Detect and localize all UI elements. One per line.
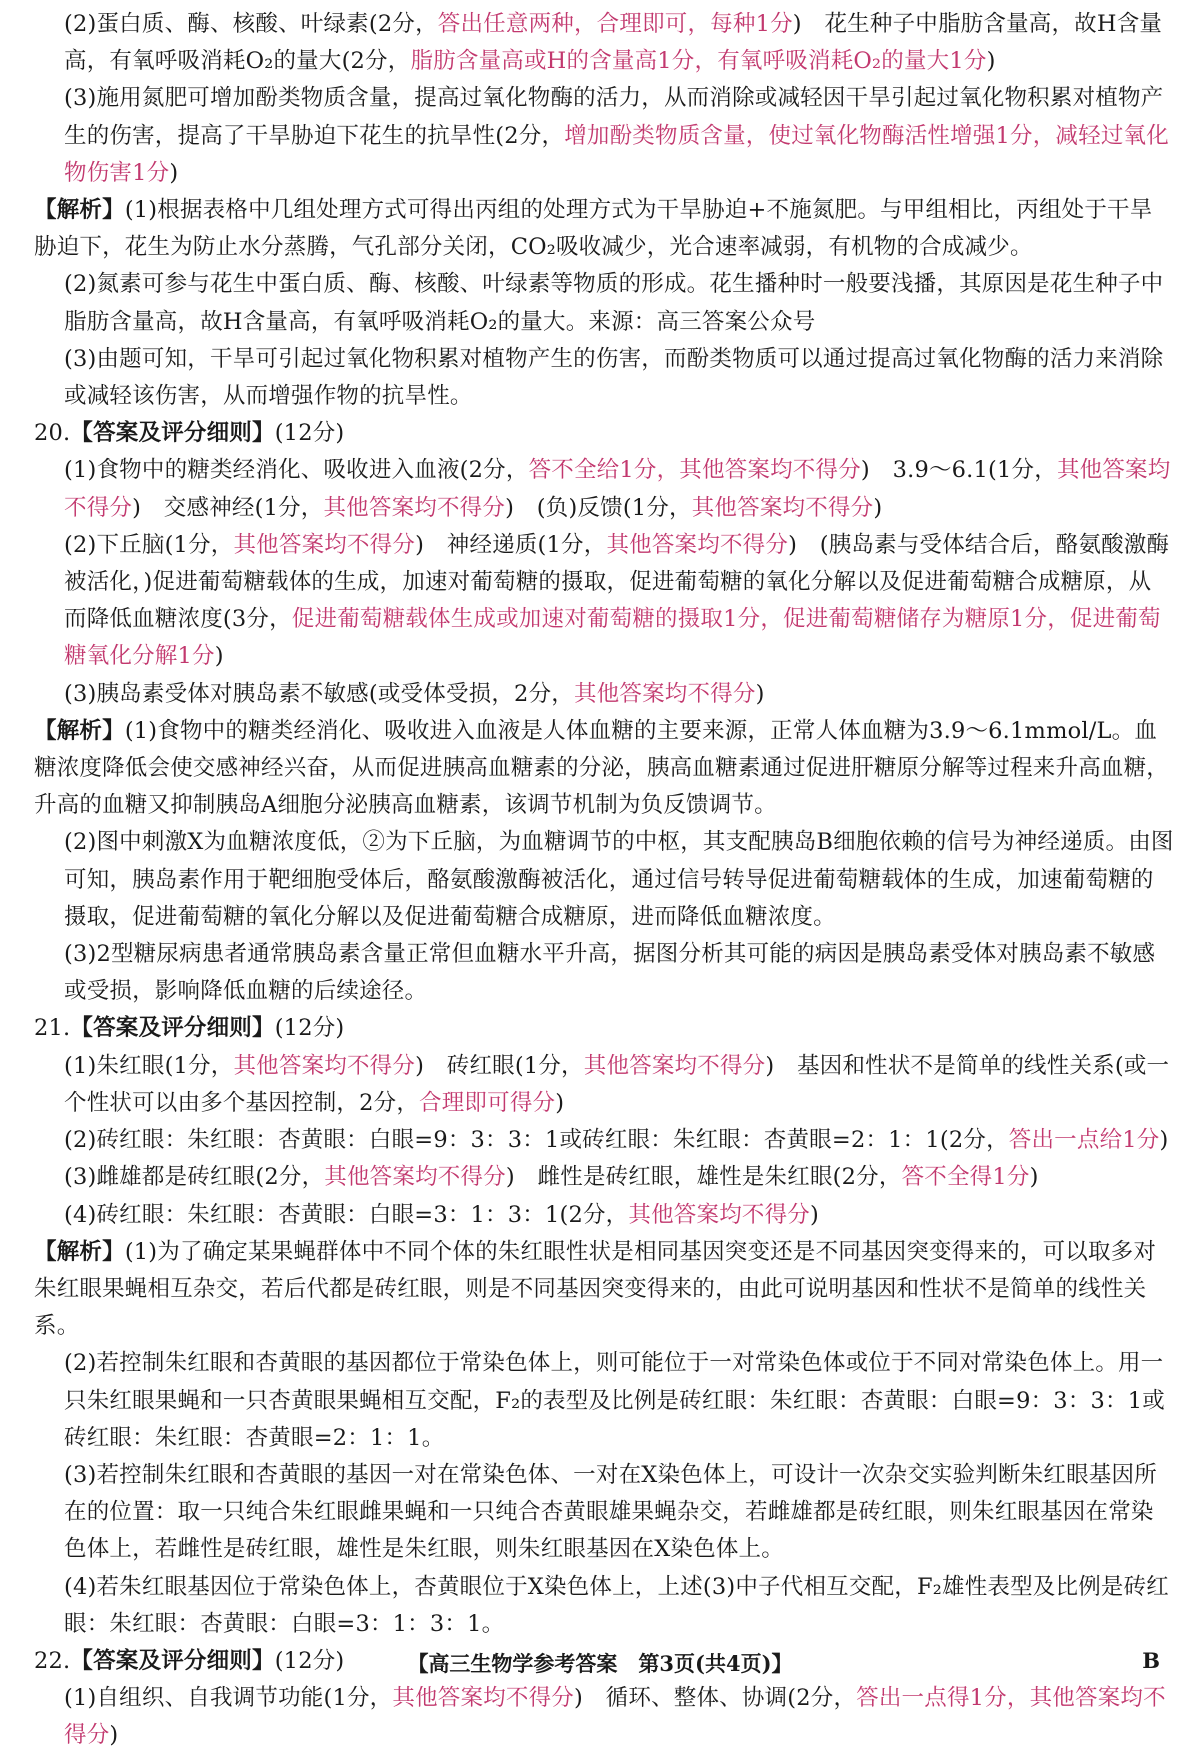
paragraph [34,936,1174,1010]
answer-text: (3)若控制朱红眼和杏黄眼的基因一对在常染色体、一对在X染色体上，可设计一次杂交实验判断朱红眼基因所在的位置：取一只纯合朱红眼雌果蝇和一只纯合杏黄眼雄果蝇杂交，若雌雄都是砖红眼，则朱红眼基因在常染色体上，若雌性是砖红眼，雄性是朱红眼，则朱红眼基因在X染色体上。 [64,1461,1157,1563]
grading-note: 答出一点给1分 [1008,1127,1160,1154]
grading-note: 增加酚类物质含量，使过氧化物酶活性增强1分，减轻过氧化物伤害1分 [64,122,1169,186]
answer-text: ) 神经递质(1分， [415,531,607,558]
answer-text: (2)砖红眼：朱红眼：杏黄眼：白眼=9：3：3：1或砖红眼：朱红眼：杏黄眼=2：1：1(2分， [64,1127,1009,1154]
grading-note: 答出一点得1分，其他答案均不得分 [64,1685,1166,1749]
answer-text: (1)自组织、自我调节功能(1分， [64,1685,393,1712]
grading-note: 答出任意两种，合理即可，每种1分 [437,11,793,37]
paragraph [34,80,1174,192]
answer-text: ) 花生种子中脂肪含量高，故H含量高，有氧呼吸消耗O₂的量大(2分， [64,11,1163,75]
grading-note: 其他答案均不得分 [392,1685,574,1712]
grading-note: 其他答案均不得分 [324,1164,506,1191]
grading-note: 其他答案均不得分 [573,680,756,707]
answer-text: (1)为了确定某果蝇群体中不同个体的朱红眼性状是相同基因突变还是不同基因突变得来的，可以取多对朱红眼果蝇相互杂交，若后代都是砖红眼，则是不同基因突变得来的，由此可说明基因和性状不是简单的线性关系。 [34,1238,1157,1340]
answer-text: (3)胰岛素受体对胰岛素不敏感(或受体受损，2分， [64,680,574,707]
paragraph [34,1010,1174,1047]
paragraph [34,527,1174,676]
answer-text: (1)食物中的糖类经消化、吸收进入血液(2分， [64,457,529,484]
paragraph [34,341,1174,415]
answer-text: (2)氮素可参与花生中蛋白质、酶、核酸、叶绿素等物质的形成。花生播种时一般要浅播，其原因是花生种子中脂肪含量高，故H含量高，有氧呼吸消耗O₂的量大。来源：高三答案公众号 [64,271,1164,335]
grading-note: 其他答案均不得分 [691,494,874,521]
answer-text: (1)朱红眼(1分， [64,1052,234,1079]
paragraph [34,1457,1174,1569]
answer-text: (12分) [274,1015,345,1042]
answer-text: (3)雌雄都是砖红眼(2分， [64,1164,325,1191]
paragraph [34,1122,1174,1159]
paragraph [34,1048,1174,1122]
footer-title: 【高三生物学参考答案 第3页(共4页)】 [407,1651,793,1676]
answer-text: (3)由题可知，干旱可引起过氧化物积累对植物产生的伤害，而酚类物质可以通过提高过氧化物酶的活力来消除或减轻该伤害，从而增强作物的抗旱性。 [64,345,1164,410]
answer-text: ) 砖红眼(1分， [415,1052,584,1079]
paragraph [34,1234,1174,1346]
answer-text: ) [214,643,224,670]
paragraph [34,266,1174,340]
answer-text: (2)图中刺激X为血糖浓度低，②为下丘脑，为血糖调节的中枢，其支配胰岛B细胞依赖的信号为神经递质。由图可知，胰岛素作用于靶细胞受体后，酪氨酸激酶被活化，通过信号转导促进葡萄糖载体的生成，加速葡萄糖的摄取，促进葡萄糖的氧化分解以及促进葡萄糖合成糖原，进而降低血糖浓度。 [64,829,1174,930]
grading-note: 其他答案均不得分 [233,1052,416,1079]
answer-text: (12分) [274,420,345,447]
grading-note: 合理即可得分 [419,1089,556,1116]
answer-text: (2)若控制朱红眼和杏黄眼的基因都位于常染色体上，则可能位于一对常染色体或位于不同对常染色体上。用一只朱红眼果蝇和一只杏黄眼果蝇相互交配，F₂的表型及比例是砖红眼：朱红眼：杏黄眼：白眼=9：3：3：1或砖红眼：朱红眼：杏黄眼=2：1：1。 [64,1350,1165,1451]
answer-text: ) [555,1089,565,1116]
paragraph [34,452,1174,526]
grading-note: 其他答案均不得分 [64,457,1171,521]
paragraph [34,676,1174,713]
grading-note: 其他答案均不得分 [233,531,416,558]
answer-content [34,6,1174,1755]
answer-text: (1)根据表格中几组处理方式可得出丙组的处理方式为干旱胁迫+不施氮肥。与甲组相比，丙组处于干旱胁迫下，花生为防止水分蒸腾，气孔部分关闭，CO₂吸收减少，光合速率减弱，有机物的合成减少。 [34,197,1153,261]
section-label: 【解析】 [34,197,125,224]
section-label: 【解析】 [34,717,125,744]
paragraph [34,824,1174,936]
section-label: 【解析】 [34,1238,125,1265]
answer-text: 21. [34,1015,71,1042]
answer-text: 22. [34,1647,71,1674]
grading-note: 答不全给1分，其他答案均不得分 [528,457,861,484]
answer-text: ) (负)反馈(1分， [505,494,692,521]
paragraph [34,415,1174,452]
grading-note: 其他答案均不得分 [606,531,789,558]
answer-text: (1)食物中的糖类经消化、吸收进入血液是人体血糖的主要来源，正常人体血糖为3.9～6.1mmol/L。血糖浓度降低会使交感神经兴奋，从而促进胰高血糖素的分泌，胰高血糖素通过促进肝糖原分解等过程来升高血糖，升高的血糖又抑制胰岛A细胞分泌胰高血糖素，该调节机制为负反馈调节。 [34,717,1170,819]
answer-text: ) [986,48,996,75]
answer-text: ) [873,494,883,521]
answer-text: ) (胰岛素与受体结合后，酪氨酸激酶被活化，)促进葡萄糖载体的生成，加速对葡萄糖的摄取，促进葡萄糖的氧化分解以及促进葡萄糖合成糖原，从而降低血糖浓度(3分， [64,531,1170,633]
answer-text: ) [109,1722,119,1749]
answer-text: ) 3.9～6.1(1分， [860,457,1057,484]
section-label: 【答案及评分细则】 [70,420,275,447]
answer-text: ) 雌性是砖红眼，雄性是朱红眼(2分， [505,1164,902,1191]
answer-text: 20. [34,420,71,447]
grading-note: 答不全得1分 [901,1164,1030,1191]
paragraph [34,1680,1174,1754]
answer-text: ) [169,159,179,186]
answer-text: (12分) [274,1647,345,1674]
paragraph [34,1345,1174,1457]
paragraph [34,1569,1174,1643]
section-label: 【答案及评分细则】 [70,1015,275,1042]
grading-note: 其他答案均不得分 [323,494,506,521]
answer-text: (2)下丘脑(1分， [64,531,234,558]
answer-text: (4)砖红眼：朱红眼：杏黄眼：白眼=3：1：3：1(2分， [64,1201,629,1228]
grading-note: 脂肪含量高或H的含量高1分，有氧呼吸消耗O₂的量大1分 [410,48,987,75]
answer-text: ) [1159,1127,1169,1154]
grading-note: 其他答案均不得分 [583,1052,766,1079]
answer-text: ) 交感神经(1分， [132,494,324,521]
answer-text: ) 基因和性状不是简单的线性关系(或一个性状可以由多个基因控制，2分， [64,1052,1170,1116]
answer-text: ) [755,680,765,707]
answer-text: (3)2型糖尿病患者通常胰岛素含量正常但血糖水平升高，据图分析其可能的病因是胰岛素受体对胰岛素不敏感或受损，影响降低血糖的后续途径。 [64,941,1156,1005]
answer-text: ) 循环、整体、协调(2分， [573,1685,857,1712]
answer-text: (4)若朱红眼基因位于常染色体上，杏黄眼位于X染色体上，上述(3)中子代相互交配，F₂雄性表型及比例是砖红眼：朱红眼：杏黄眼：白眼=3：1：3：1。 [64,1573,1169,1637]
answer-text: ) [810,1201,819,1228]
page-footer [0,1648,1200,1688]
answer-text: (3)施用氮肥可增加酚类物质含量，提高过氧化物酶的活力，从而消除或减轻因干旱引起过氧化物积累对植物产生的伤害，提高了干旱胁迫下花生的抗旱性(2分， [64,85,1164,149]
paragraph [34,6,1174,80]
grading-note: 其他答案均不得分 [628,1201,810,1228]
paragraph [34,1159,1174,1196]
grading-note: 促进葡萄糖载体生成或加速对葡萄糖的摄取1分，促进葡萄糖储存为糖原1分，促进葡萄糖氧化分解1分 [64,606,1161,670]
paragraph [34,192,1174,266]
paragraph [34,713,1174,825]
section-label: 【答案及评分细则】 [70,1647,275,1674]
answer-text: ) [1029,1164,1039,1191]
answer-text: (2)蛋白质、酶、核酸、叶绿素(2分， [64,11,438,37]
footer-version-mark: B [1142,1648,1160,1673]
paragraph [34,1197,1174,1234]
